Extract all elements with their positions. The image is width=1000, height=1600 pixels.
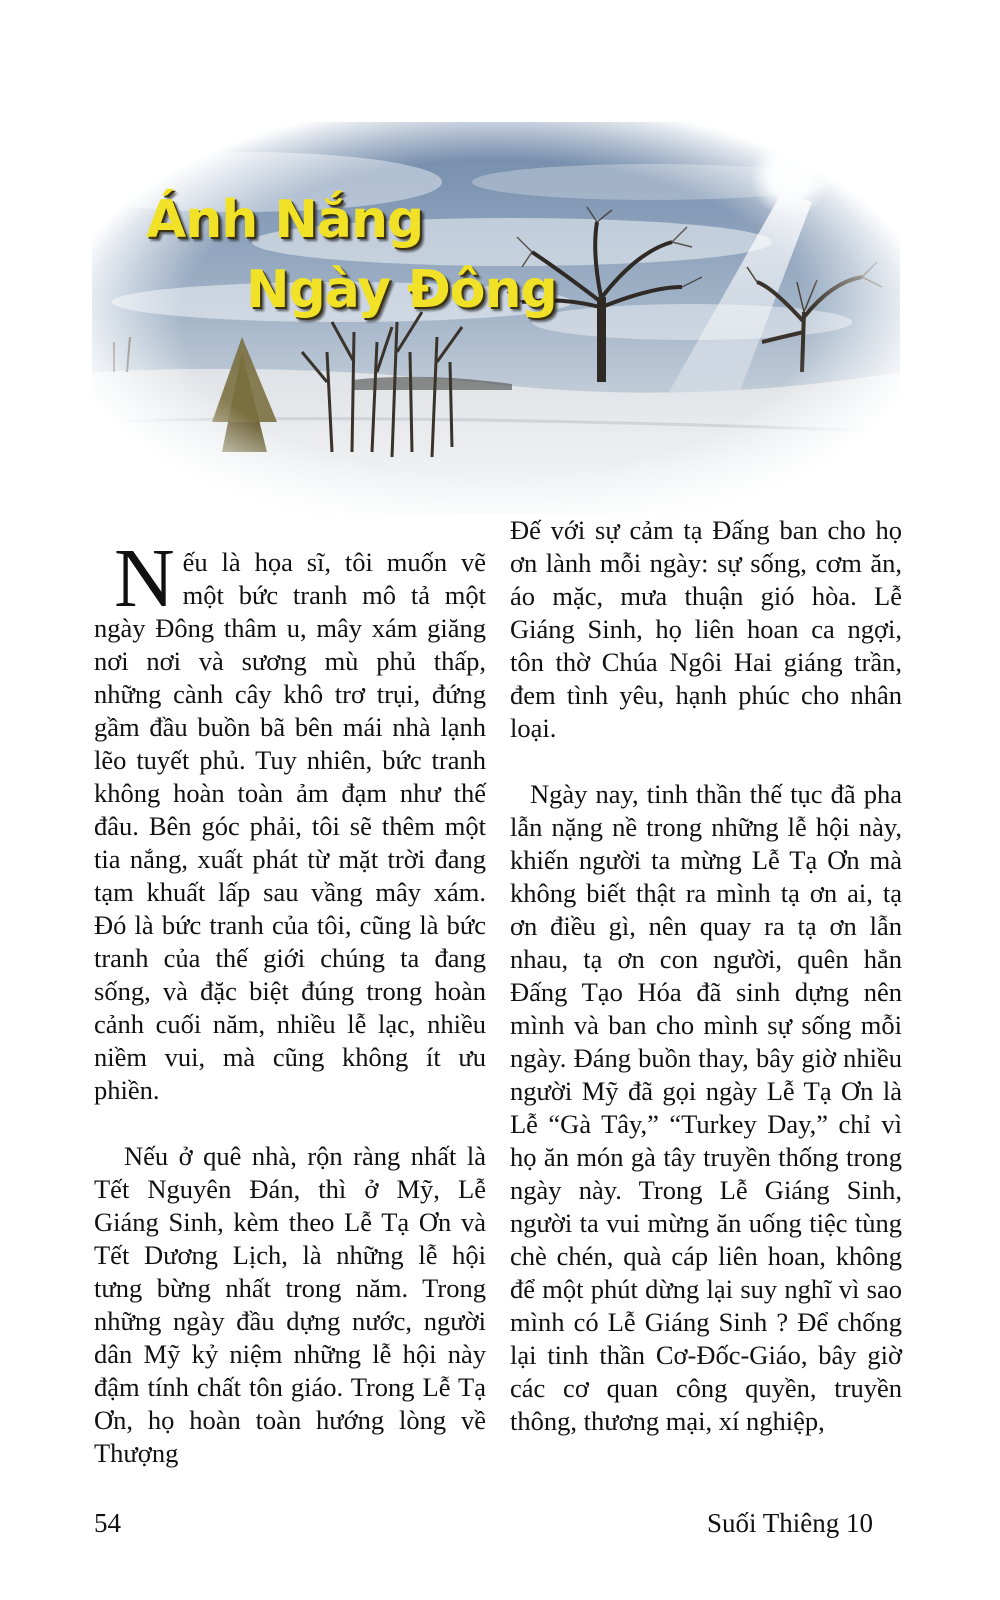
article-title-line2: Ngày Đông [246,260,557,320]
publication-name: Suối Thiêng 10 [707,1508,874,1538]
article-title-line1: Ánh Nắng [146,190,424,250]
paragraph-1 [94,532,486,1107]
paragraph-2: Nếu ở quê nhà, rộn ràng nhất là Tết Nguyên Đán, thì ở Mỹ, Lễ Giáng Sinh, kèm theo Lễ Tạ Ơn và Tết Dương Lịch, là những lễ hội tưng bừng nhất trong năm. Trong những ngày đầu dựng nước, người dân Mỹ kỷ niệm những lễ hội này đậm tính chất tôn giáo. Trong Lễ Tạ Ơn, họ hoàn toàn hướng lòng về Thượng [94,1141,486,1468]
paragraph-1-text: ếu là họa sĩ, tôi muốn vẽ một bức tranh mô tả một ngày Đông thâm u, mây xám giăng nơi nơi và sương mù phủ thấp, những cành cây khô trơ trụi, đứng gầm đầu buồn bã bên mái nhà lạnh lẽo tuyết phủ. Tuy nhiên, bức tranh không hoàn toàn ảm đạm như thế đâu. Bên góc phải, tôi sẽ thêm một tia nắng, xuất phát từ mặt trời đang tạm khuất lấp sau vầng mây xám. Đó là bức tranh của tôi, cũng là bức tranh của thế giới chúng ta đang sống, và đặc biệt đúng trong hoàn cảnh cuối năm, nhiều lễ lạc, nhiều niềm vui, mà cũng không ít ưu phiền. [94,547,486,1105]
drop-cap: N [114,532,175,625]
right-column [510,514,902,1438]
paragraph-4: Ngày nay, tinh thần thế tục đã pha lẫn nặng nề trong những lễ hội này, khiến người ta mừng Lễ Tạ Ơn mà không biết thật ra mình tạ ơn ai, tạ ơn điều gì, nên quay ra tạ ơn lẫn nhau, tạ ơn con người, quên hẳn Đấng Tạo Hóa đã sinh dựng nên mình và ban cho mình sự sống mỗi ngày. Đáng buồn thay, bây giờ nhiều người Mỹ đã gọi ngày Lễ Tạ Ơn là Lễ “Gà Tây,” “Turkey Day,” chỉ vì họ ăn món gà tây truyền thống trong ngày này. Trong Lễ Giáng Sinh, người ta vui mừng ăn uống tiệc tùng chè chén, quà cáp liên hoan, không để một phút dừng lại suy nghĩ vì sao mình có Lễ Giáng Sinh ? Để chống lại tinh thần Cơ-Đốc-Giáo, bây giờ các cơ quan công quyền, truyền thông, thương mại, xí nghiệp, [510,779,902,1436]
paragraph-3: Đế với sự cảm tạ Đấng ban cho họ ơn lành mỗi ngày: sự sống, cơm ăn, áo mặc, mưa thuận gió hòa. Lễ Giáng Sinh, họ liên hoan ca ngợi, tôn thờ Chúa Ngôi Hai giáng trần, đem tình yêu, hạnh phúc cho nhân loại. [510,515,902,743]
left-column [94,514,486,1470]
page-number: 54 [94,1508,121,1538]
